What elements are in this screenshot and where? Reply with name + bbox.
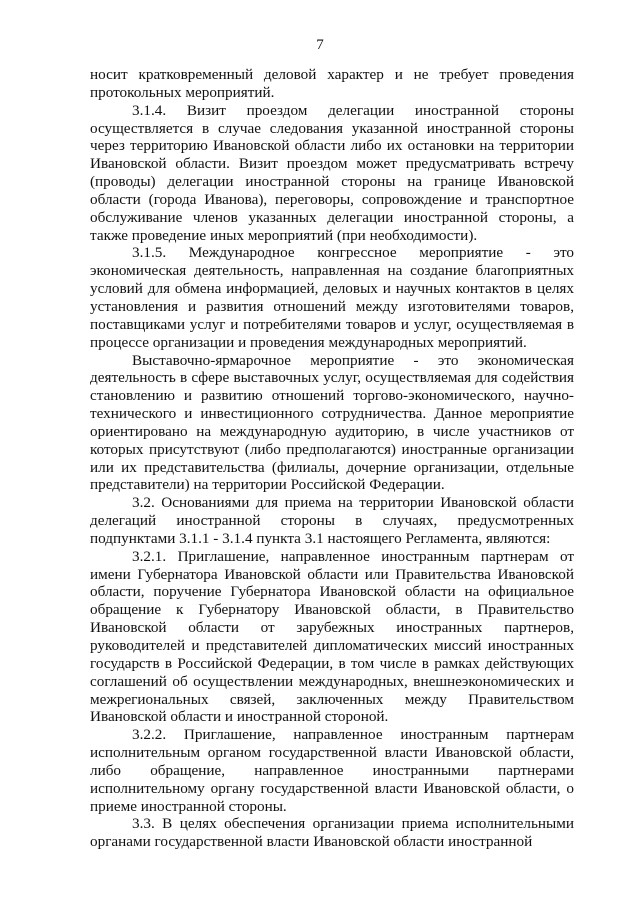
- paragraph-3-2-2: 3.2.2. Приглашение, направленное иностранным партнерам исполнительным органом государственной власти Ивановской области, либо обращение, направленное иностранными партнерами исполнительному органу государственной власти Ивановской области, о приеме иностранной стороны.: [90, 726, 574, 815]
- paragraph-3-3: 3.3. В целях обеспечения организации приема исполнительными органами государственной власти Ивановской области иностранной: [90, 815, 574, 851]
- paragraph-exhibition: Выставочно-ярмарочное мероприятие - это экономическая деятельность в сфере выставочных услуг, осуществляемая для содействия становлению и развитию отношений торгово-экономического, научно-технического и инвестиционного сотрудничества. Данное мероприятие ориентировано на международную аудиторию, в числе участников от которых присутствуют (либо предполагаются) иностранные организации или их представительства (филиалы, дочерние организации, отдельные представители) на территории Российской Федерации.: [90, 351, 574, 494]
- paragraph-3-1-4: 3.1.4. Визит проездом делегации иностранной стороны осуществляется в случае следования указанной иностранной стороны через территорию Ивановской области либо их остановки на территории Ивановской области. Визит проездом может предусматривать встречу (проводы) делегации иностранной стороны на границе Ивановской области (города Иванова), переговоры, сопровождение и транспортное обслуживание членов указанных делегации иностранной стороны, а также проведение иных мероприятий (при необходимости).: [90, 101, 574, 244]
- document-body: [90, 66, 574, 851]
- page-number: 7: [316, 37, 324, 53]
- paragraph-continuation: носит кратковременный деловой характер и не требует проведения протокольных мероприятий.: [90, 66, 574, 101]
- paragraph-3-2: 3.2. Основаниями для приема на территории Ивановской области делегаций иностранной стороны в случаях, предусмотренных подпунктами 3.1.1 - 3.1.4 пункта 3.1 настоящего Регламента, являются:: [90, 494, 574, 547]
- paragraph-3-2-1: 3.2.1. Приглашение, направленное иностранным партнерам от имени Губернатора Ивановской области или Правительства Ивановской области, поручение Губернатора Ивановской области на официальное обращение к Губернатору Ивановской области, в Правительство Ивановской области от зарубежных иностранных партнеров, руководителей и представителей дипломатических миссий иностранных государств в Российской Федерации, в том числе в рамках действующих соглашений об осуществлении международных, внешнеэкономических и межрегиональных связей, заключенных между Правительством Ивановской области и иностранной стороной.: [90, 547, 574, 726]
- paragraph-3-1-5: 3.1.5. Международное конгрессное мероприятие - это экономическая деятельность, направленная на создание благоприятных условий для обмена информацией, деловых и научных контактов в целях установления и развития отношений между изготовителями товаров, поставщиками услуг и потребителями товаров и услуг, осуществляемая в процессе организации и проведения международных мероприятий.: [90, 244, 574, 351]
